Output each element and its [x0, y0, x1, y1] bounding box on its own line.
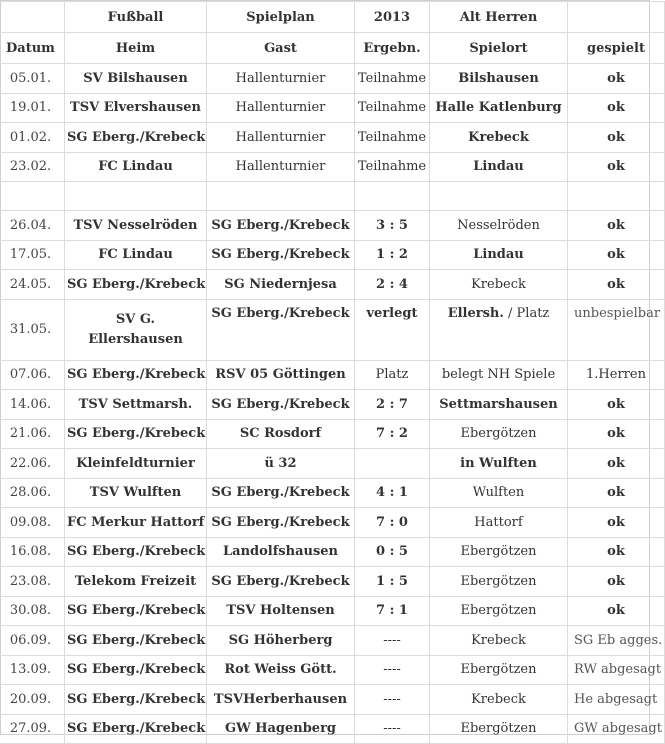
cell-date: 19.01.: [0, 93, 65, 123]
column-header-guest: Gast: [207, 33, 355, 64]
cell-guest: SG Niedernjesa: [207, 270, 355, 300]
cell-venue: Bilshausen: [430, 64, 568, 94]
cell-played: SG Eb agges.: [568, 626, 665, 656]
cell-guest: SG Eberg./Krebeck: [207, 299, 355, 360]
title-cell-blank: [0, 2, 65, 33]
cell-result: Platz: [355, 360, 430, 390]
cell-home: [65, 182, 207, 211]
column-header-result: Ergebn.: [355, 33, 430, 64]
cell-venue: Lindau: [430, 152, 568, 182]
cell-home: SG Eberg./Krebeck: [65, 626, 207, 656]
cell-home: TSV Wulften: [65, 478, 207, 508]
cell-venue: Krebeck: [430, 685, 568, 715]
cell-guest: SG Eberg./Krebeck: [207, 390, 355, 420]
cell-date: 14.06.: [0, 390, 65, 420]
cell-home: SV G. Ellershausen: [65, 299, 207, 360]
cell-result: [355, 182, 430, 211]
cell-venue: Ebergötzen: [430, 419, 568, 449]
title-sport: Fußball: [65, 2, 207, 33]
cell-played: ok: [568, 478, 665, 508]
cell-guest: Hallenturnier: [207, 123, 355, 153]
cell-date: 22.06.: [0, 449, 65, 479]
cell-venue: Ebergötzen: [430, 655, 568, 685]
cell-played: ok: [568, 449, 665, 479]
cell-result: 3 : 5: [355, 211, 430, 241]
cell-played: ok: [568, 567, 665, 597]
cell-guest: SG Eberg./Krebeck: [207, 211, 355, 241]
cell-home: SG Eberg./Krebeck: [65, 714, 207, 744]
cell-venue: Ebergötzen: [430, 596, 568, 626]
table-row: [0, 152, 665, 182]
title-cell-blank-2: [568, 2, 665, 33]
cell-played: ok: [568, 419, 665, 449]
table-row: [0, 299, 665, 360]
cell-home: TSV Elvershausen: [65, 93, 207, 123]
cell-home: SG Eberg./Krebeck: [65, 537, 207, 567]
cell-guest: Hallenturnier: [207, 93, 355, 123]
cell-date: 01.02.: [0, 123, 65, 153]
cell-date: 31.05.: [0, 299, 65, 360]
cell-result: 2 : 7: [355, 390, 430, 420]
cell-result: Teilnahme: [355, 64, 430, 94]
cell-guest: SG Eberg./Krebeck: [207, 567, 355, 597]
cell-guest: Hallenturnier: [207, 64, 355, 94]
cell-venue: Ebergötzen: [430, 567, 568, 597]
cell-date: 21.06.: [0, 419, 65, 449]
cell-played: RW abgesagt: [568, 655, 665, 685]
table-row-spacer: [0, 182, 665, 211]
cell-home: SG Eberg./Krebeck: [65, 270, 207, 300]
cell-result: Teilnahme: [355, 152, 430, 182]
cell-played: GW abgesagt: [568, 714, 665, 744]
cell-played: ok: [568, 537, 665, 567]
cell-guest: SG Eberg./Krebeck: [207, 508, 355, 538]
cell-guest: ü 32: [207, 449, 355, 479]
cell-played: ok: [568, 152, 665, 182]
table-row: [0, 685, 665, 715]
cell-guest: RSV 05 Göttingen: [207, 360, 355, 390]
cell-date: 05.01.: [0, 64, 65, 94]
cell-result: 1 : 5: [355, 567, 430, 597]
cell-played: [568, 182, 665, 211]
cell-venue-main: Ellersh.: [447, 305, 504, 321]
table-row: [0, 449, 665, 479]
table-row: [0, 478, 665, 508]
table-row: [0, 508, 665, 538]
cell-home: Kleinfeldturnier: [65, 449, 207, 479]
cell-date: 23.08.: [0, 567, 65, 597]
cell-result: 7 : 2: [355, 419, 430, 449]
table-row: [0, 360, 665, 390]
cell-result: 7 : 0: [355, 508, 430, 538]
cell-guest: SG Eberg./Krebeck: [207, 240, 355, 270]
cell-home: SG Eberg./Krebeck: [65, 123, 207, 153]
column-header-played: gespielt: [568, 33, 665, 64]
cell-home: SG Eberg./Krebeck: [65, 655, 207, 685]
cell-result: ----: [355, 714, 430, 744]
cell-date: 27.09.: [0, 714, 65, 744]
table-row: [0, 655, 665, 685]
cell-home: FC Lindau: [65, 152, 207, 182]
cell-result: Teilnahme: [355, 123, 430, 153]
cell-result: 2 : 4: [355, 270, 430, 300]
cell-played: 1.Herren: [568, 360, 665, 390]
cell-venue: Ebergötzen: [430, 714, 568, 744]
cell-date: 23.02.: [0, 152, 65, 182]
cell-home: TSV Settmarsh.: [65, 390, 207, 420]
cell-played: ok: [568, 270, 665, 300]
table-row: [0, 240, 665, 270]
cell-home: SG Eberg./Krebeck: [65, 419, 207, 449]
cell-guest: SG Eberg./Krebeck: [207, 478, 355, 508]
cell-played: ok: [568, 508, 665, 538]
cell-date: 30.08.: [0, 596, 65, 626]
cell-home: Telekom Freizeit: [65, 567, 207, 597]
table-row: [0, 64, 665, 94]
column-header-home: Heim: [65, 33, 207, 64]
cell-date: 20.09.: [0, 685, 65, 715]
table-row: [0, 714, 665, 744]
cell-date: 16.08.: [0, 537, 65, 567]
cell-venue: Krebeck: [430, 626, 568, 656]
cell-date: [0, 182, 65, 211]
cell-venue: Nesselröden: [430, 211, 568, 241]
table-row: [0, 390, 665, 420]
table-row: [0, 537, 665, 567]
cell-venue: Settmarshausen: [430, 390, 568, 420]
cell-venue: [430, 182, 568, 211]
cell-guest: TSVHerberhausen: [207, 685, 355, 715]
cell-date: 26.04.: [0, 211, 65, 241]
cell-guest: Hallenturnier: [207, 152, 355, 182]
cell-venue: Lindau: [430, 240, 568, 270]
column-header-date: Datum: [0, 33, 65, 64]
cell-played: ok: [568, 390, 665, 420]
cell-date: 17.05.: [0, 240, 65, 270]
table-row: [0, 596, 665, 626]
table-row: [0, 270, 665, 300]
column-header-row: [0, 33, 665, 64]
cell-venue: Krebeck: [430, 123, 568, 153]
title-year: 2013: [355, 2, 430, 33]
title-row: [0, 2, 665, 33]
cell-venue: Krebeck: [430, 270, 568, 300]
table-row: [0, 93, 665, 123]
cell-guest: [207, 182, 355, 211]
cell-venue: Ebergötzen: [430, 537, 568, 567]
cell-played: ok: [568, 123, 665, 153]
cell-home: FC Lindau: [65, 240, 207, 270]
cell-date: 07.06.: [0, 360, 65, 390]
cell-result: [355, 449, 430, 479]
cell-home: TSV Nesselröden: [65, 211, 207, 241]
cell-result: ----: [355, 626, 430, 656]
cell-date: 24.05.: [0, 270, 65, 300]
cell-result: 7 : 1: [355, 596, 430, 626]
table-row: [0, 211, 665, 241]
schedule-table: [0, 1, 665, 744]
cell-date: 13.09.: [0, 655, 65, 685]
column-header-venue: Spielort: [430, 33, 568, 64]
cell-venue: Hattorf: [430, 508, 568, 538]
cell-date: 06.09.: [0, 626, 65, 656]
cell-date: 09.08.: [0, 508, 65, 538]
title-plan: Spielplan: [207, 2, 355, 33]
table-row: [0, 123, 665, 153]
cell-played: ok: [568, 93, 665, 123]
cell-guest: Rot Weiss Gött.: [207, 655, 355, 685]
table-row: [0, 419, 665, 449]
cell-home: SV Bilshausen: [65, 64, 207, 94]
cell-result: Teilnahme: [355, 93, 430, 123]
title-team: Alt Herren: [430, 2, 568, 33]
cell-home: SG Eberg./Krebeck: [65, 596, 207, 626]
cell-home: SG Eberg./Krebeck: [65, 685, 207, 715]
cell-venue: Wulften: [430, 478, 568, 508]
cell-result: 4 : 1: [355, 478, 430, 508]
cell-played: He abgesagt: [568, 685, 665, 715]
cell-played: ok: [568, 596, 665, 626]
cell-home: SG Eberg./Krebeck: [65, 360, 207, 390]
cell-home: FC Merkur Hattorf: [65, 508, 207, 538]
table-row: [0, 567, 665, 597]
cell-guest: SG Höherberg: [207, 626, 355, 656]
cell-result: 1 : 2: [355, 240, 430, 270]
cell-guest: TSV Holtensen: [207, 596, 355, 626]
cell-result: ----: [355, 685, 430, 715]
cell-result: 0 : 5: [355, 537, 430, 567]
cell-venue-extra: / Platz: [503, 305, 550, 321]
cell-guest: SC Rosdorf: [207, 419, 355, 449]
cell-played: ok: [568, 64, 665, 94]
cell-venue: belegt NH Spiele: [430, 360, 568, 390]
cell-venue: [430, 299, 568, 360]
cell-venue: Halle Katlenburg: [430, 93, 568, 123]
cell-venue: in Wulften: [430, 449, 568, 479]
cell-guest: GW Hagenberg: [207, 714, 355, 744]
cell-played: ok: [568, 240, 665, 270]
cell-date: 28.06.: [0, 478, 65, 508]
table-row: [0, 626, 665, 656]
cell-played: ok: [568, 211, 665, 241]
cell-result: ----: [355, 655, 430, 685]
cell-result: verlegt: [355, 299, 430, 360]
cell-played: unbespielbar: [568, 299, 665, 360]
cell-guest: Landolfshausen: [207, 537, 355, 567]
